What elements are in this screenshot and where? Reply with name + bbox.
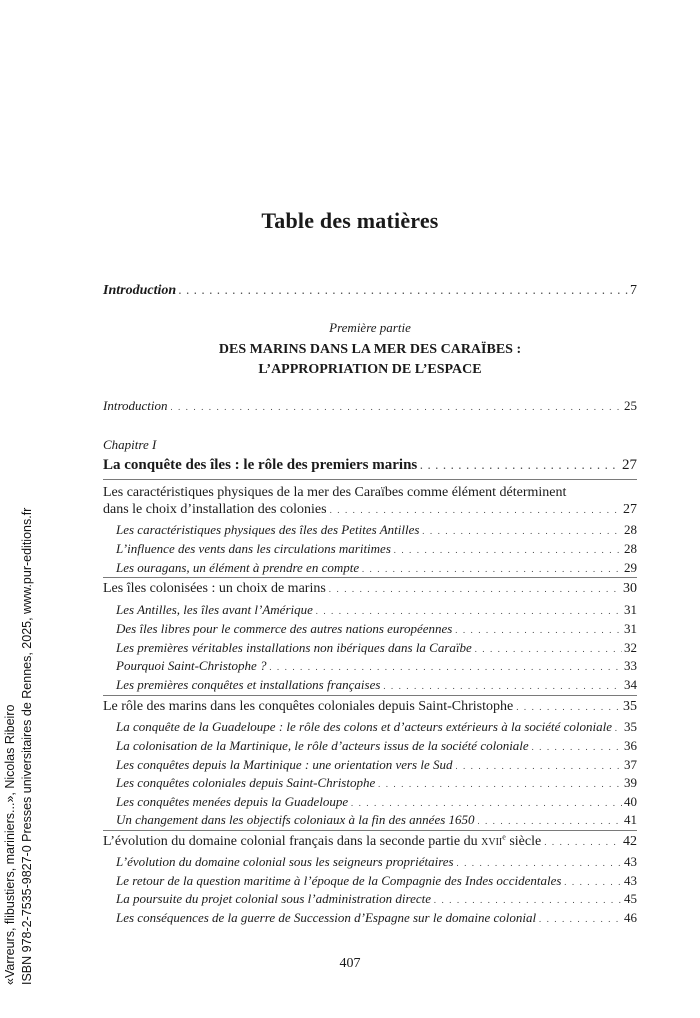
toc-entry-page: 43 <box>624 854 637 869</box>
side-credit-line: ISBN 978-2-7535-9827-0 Presses universitaires de Rennes, 2025, www.pur-editions.fr <box>20 507 34 985</box>
dot-leader <box>564 874 622 890</box>
toc-entry-page: 41 <box>624 812 637 827</box>
dot-leader <box>422 523 622 539</box>
toc-section[interactable] <box>103 699 637 715</box>
toc-entry-chapter[interactable] <box>103 457 637 474</box>
toc-subsection[interactable] <box>116 677 637 694</box>
dot-leader <box>532 739 622 755</box>
dot-leader <box>615 720 622 736</box>
toc-entry-label: Les premières véritables installations non ibériques dans la Caraïbe <box>116 640 472 655</box>
toc-entry-page: 28 <box>624 522 637 537</box>
toc-entry-page: 25 <box>624 398 637 413</box>
toc-section[interactable] <box>103 581 637 597</box>
toc-entry-page: 46 <box>624 910 637 925</box>
toc-subsection[interactable] <box>116 719 637 736</box>
toc-subsection[interactable] <box>116 794 637 811</box>
toc-entry-label: La conquête des îles : le rôle des premiers marins <box>103 457 418 473</box>
toc-entry-page: 27 <box>623 502 637 517</box>
toc-section-title-line: Les caractéristiques physiques de la mer des Caraïbes comme élément déterminent <box>103 485 567 500</box>
toc-entry-label: Des îles libres pour le commerce des autres nations européennes <box>116 621 453 636</box>
toc-entry-page: 39 <box>624 775 637 790</box>
toc-entry-page: 43 <box>624 873 637 888</box>
dot-leader <box>179 283 628 299</box>
toc-entry-page: 29 <box>624 560 637 575</box>
toc-subsection[interactable] <box>116 812 637 829</box>
toc-entry-label: Les conséquences de la guerre de Succession d’Espagne sur le domaine colonial <box>116 910 537 925</box>
toc-entry-page: 33 <box>624 658 637 673</box>
toc-entry-page: 36 <box>624 738 637 753</box>
dot-leader <box>455 622 622 638</box>
toc-entry-page: 42 <box>623 834 637 849</box>
dot-leader <box>475 641 622 657</box>
dot-leader <box>478 813 622 829</box>
toc-entry-label: Pourquoi Saint-Christophe ? <box>116 658 267 673</box>
toc-entry-introduction[interactable] <box>103 283 637 299</box>
toc-entry-label: L’influence des vents dans les circulations maritimes <box>116 541 391 556</box>
dot-leader <box>329 581 621 597</box>
toc-entry-page: 35 <box>624 719 637 734</box>
dot-leader <box>316 603 622 619</box>
toc-entry-label: Les Antilles, les îles avant l’Amérique <box>116 602 313 617</box>
title-text: siècle <box>505 834 542 849</box>
part-title-line: L’APPROPRIATION DE L’ESPACE <box>258 362 482 377</box>
dot-leader <box>457 855 622 871</box>
chapter-label: Chapitre I <box>103 437 157 452</box>
toc-entry-label: Les conquêtes coloniales depuis Saint-Christophe <box>116 775 376 790</box>
toc-entry-page: 7 <box>630 283 637 298</box>
toc-entry-label <box>103 834 541 850</box>
side-credit <box>2 508 36 985</box>
toc-subsection[interactable] <box>116 541 637 558</box>
dot-leader <box>394 542 622 558</box>
section-divider <box>103 695 637 696</box>
toc-entry-label: Introduction <box>103 398 168 413</box>
toc-entry-label: Les premières conquêtes et installations françaises <box>116 677 381 692</box>
toc-entry-label: La colonisation de la Martinique, le rôle d’acteurs issus de la société coloniale <box>116 738 529 753</box>
toc-entry-label: Introduction <box>103 283 177 298</box>
toc-entry-label: Les ouragans, un élément à prendre en compte <box>116 560 360 575</box>
toc-entry-part-introduction[interactable] <box>103 398 637 415</box>
toc-entry-label: Un changement dans les objectifs coloniaux à la fin des années 1650 <box>116 812 475 827</box>
side-credit-line: «Varreurs, flibustiers, mariniers...», Nicolas Ribeiro <box>3 704 17 985</box>
part-label: Première partie <box>329 320 411 335</box>
dot-leader <box>516 699 621 715</box>
toc-entry-page: 45 <box>624 891 637 906</box>
dot-leader <box>420 458 620 474</box>
toc-entry-label: Les caractéristiques physiques des îles des Petites Antilles <box>116 522 420 537</box>
toc-subsection[interactable] <box>116 854 637 871</box>
century-numeral: xvii <box>481 834 503 849</box>
toc-entry-label: Les conquêtes menées depuis la Guadeloupe <box>116 794 349 809</box>
section-divider <box>103 479 637 480</box>
page-number: 407 <box>339 956 361 971</box>
dot-leader <box>434 892 622 908</box>
title-text: L’évolution du domaine colonial français dans la seconde partie du <box>103 834 482 849</box>
toc-entry-page: 28 <box>624 541 637 556</box>
section-divider <box>103 830 637 831</box>
toc-subsection[interactable] <box>116 891 637 908</box>
toc-subsection[interactable] <box>116 738 637 755</box>
dot-leader <box>544 834 621 850</box>
toc-entry-page: 37 <box>624 757 637 772</box>
toc-subsection[interactable] <box>116 621 637 638</box>
toc-entry-label: Les conquêtes depuis la Martinique : une orientation vers le Sud <box>116 757 453 772</box>
toc-subsection[interactable] <box>116 910 637 927</box>
toc-entry-page: 35 <box>623 699 637 714</box>
toc-section-title-line: dans le choix d’installation des colonies <box>103 502 327 517</box>
toc-entry-page: 32 <box>624 640 637 655</box>
toc-subsection[interactable] <box>116 560 637 577</box>
toc-entry-page: 31 <box>624 621 637 636</box>
toc-entry-page: 40 <box>624 794 637 809</box>
dot-leader <box>539 911 622 927</box>
dot-leader <box>269 659 622 675</box>
toc-subsection[interactable] <box>116 602 637 619</box>
dot-leader <box>171 399 622 415</box>
toc-section[interactable] <box>103 834 637 850</box>
page-title: Table des matières <box>261 208 439 233</box>
toc-subsection[interactable] <box>116 775 637 792</box>
dot-leader <box>456 758 622 774</box>
toc-section[interactable] <box>103 484 637 519</box>
toc-entry-page: 34 <box>624 677 637 692</box>
toc-entry-label: Les îles colonisées : un choix de marins <box>103 581 326 596</box>
dot-leader <box>362 561 622 577</box>
toc-subsection[interactable] <box>116 873 637 890</box>
toc-entry-label: La poursuite du projet colonial sous l’administration directe <box>116 891 432 906</box>
dot-leader <box>330 502 621 519</box>
part-title-line: DES MARINS DANS LA MER DES CARAÏBES : <box>218 342 522 357</box>
toc-entry-label: L’évolution du domaine colonial sous les seigneurs propriétaires <box>116 854 454 869</box>
toc-entry-label: Le retour de la question maritime à l’époque de la Compagnie des Indes occidentales <box>116 873 562 888</box>
toc-subsection[interactable] <box>116 522 637 539</box>
toc-entry-label: La conquête de la Guadeloupe : le rôle des colons et d’acteurs extérieurs à la société coloniale <box>116 719 613 734</box>
toc-subsection[interactable] <box>116 757 637 774</box>
century-suffix: e <box>502 832 506 842</box>
toc-entry-page: 31 <box>624 602 637 617</box>
toc-entry-page: 30 <box>623 581 637 596</box>
toc-entry-page: 27 <box>622 457 637 473</box>
toc-entry-label: Le rôle des marins dans les conquêtes coloniales depuis Saint-Christophe <box>103 699 514 714</box>
part-title <box>103 340 637 380</box>
dot-leader <box>351 795 622 811</box>
dot-leader <box>383 678 622 694</box>
toc-subsection[interactable] <box>116 658 637 675</box>
toc-subsection[interactable] <box>116 640 637 657</box>
dot-leader <box>378 776 622 792</box>
section-divider <box>103 577 637 578</box>
